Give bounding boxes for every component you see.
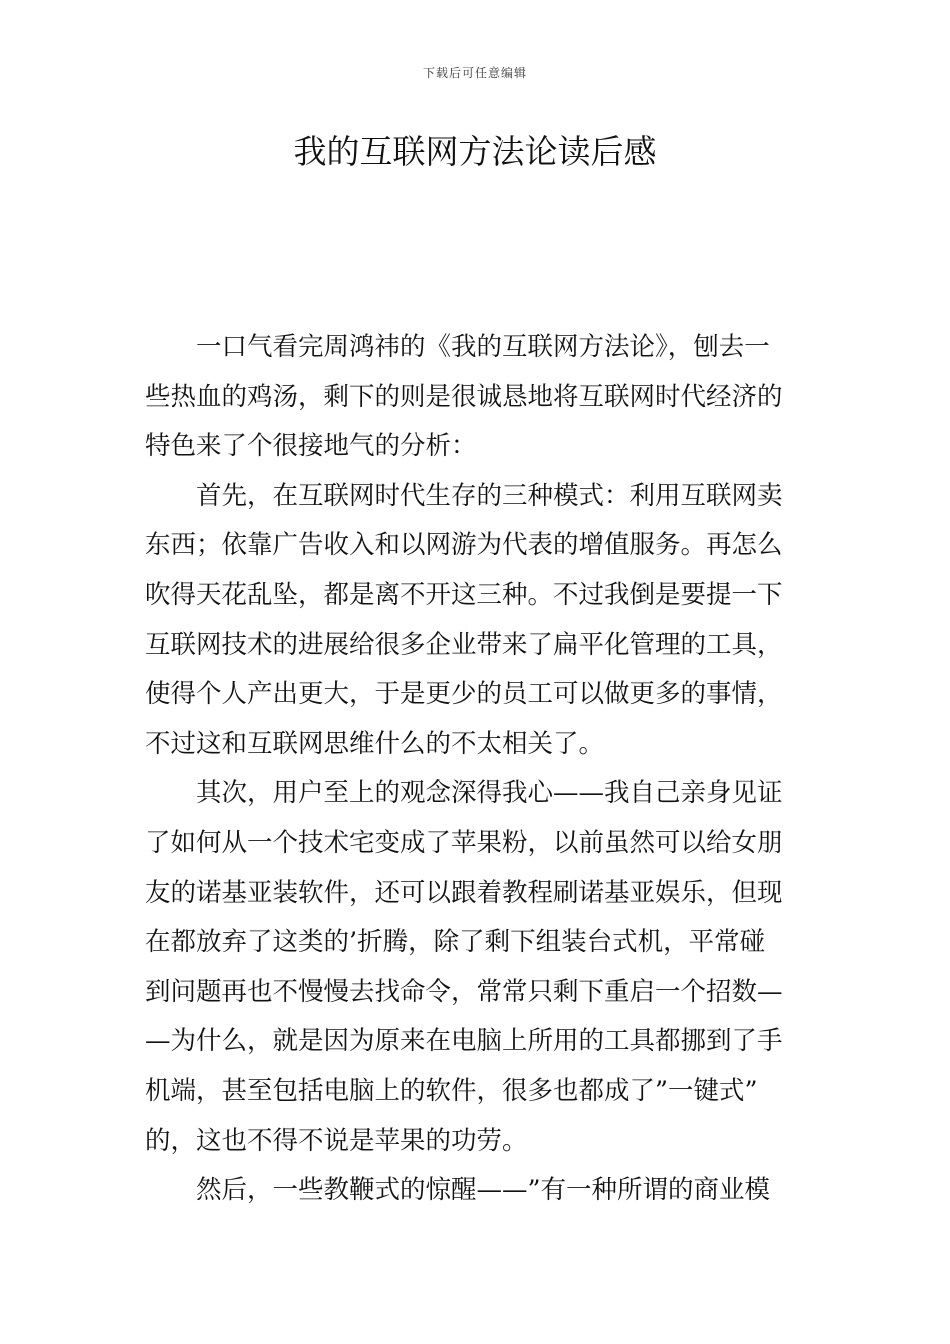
paragraph-line: 首先，在互联网时代生存的三种模式：利用互联网卖 (196, 480, 783, 511)
header-note: 下载后可任意编辑 (422, 66, 527, 80)
paragraph-line: 在都放弃了这类的’折腾，除了剩下组装台式机，平常碰 (145, 927, 766, 958)
paragraph-line: 其次，用户至上的观念深得我心——我自己亲身见证 (196, 778, 783, 809)
paragraph-line: 使得个人产出更大，于是更少的员工可以做更多的事情， (145, 679, 783, 710)
paragraph-line: 友的诺基亚装软件，还可以跟着教程刷诺基亚娱乐，但现 (145, 877, 783, 908)
paragraph-line: 然后，一些教鞭式的惊醒——”有一种所谓的商业模 (196, 1175, 771, 1206)
paragraph-line: 不过这和互联网思维什么的不太相关了。 (145, 728, 605, 759)
paragraph-line: 的，这也不得不说是苹果的功劳。 (145, 1125, 528, 1156)
paragraph-line: 吹得天花乱坠，都是离不开这三种。不过我倒是要提一下 (145, 579, 783, 610)
paragraph-line: 东西；依靠广告收入和以网游为代表的增值服务。再怎么 (145, 530, 783, 561)
paragraph-line: 机端，甚至包括电脑上的软件，很多也都成了”一键式” (145, 1075, 758, 1106)
paragraph-4 (145, 1166, 807, 1216)
paragraph-line: 些热血的鸡汤，剩下的则是很诚恳地将互联网时代经济的 (145, 381, 783, 412)
paragraph-2 (145, 472, 807, 770)
paragraph-line: 一口气看完周鸿祎的《我的互联网方法论》，刨去一 (196, 332, 770, 362)
paragraph-line: 互联网技术的进展给很多企业带来了扁平化管理的工具， (145, 629, 783, 660)
paragraph-line: 特色来了个很接地气的分析： (145, 431, 477, 462)
document-body (145, 323, 807, 1216)
paragraph-line: —为什么，就是因为原来在电脑上所用的工具都挪到了手 (145, 1026, 783, 1057)
document-title: 我的互联网方法论读后感 (293, 132, 657, 171)
paragraph-3 (145, 769, 807, 1166)
paragraph-line: 到问题再也不慢慢去找命令，常常只剩下重启一个招数— (145, 976, 783, 1007)
paragraph-line: 了如何从一个技术宅变成了苹果粉，以前虽然可以给女朋 (145, 827, 783, 858)
paragraph-1 (145, 323, 807, 472)
